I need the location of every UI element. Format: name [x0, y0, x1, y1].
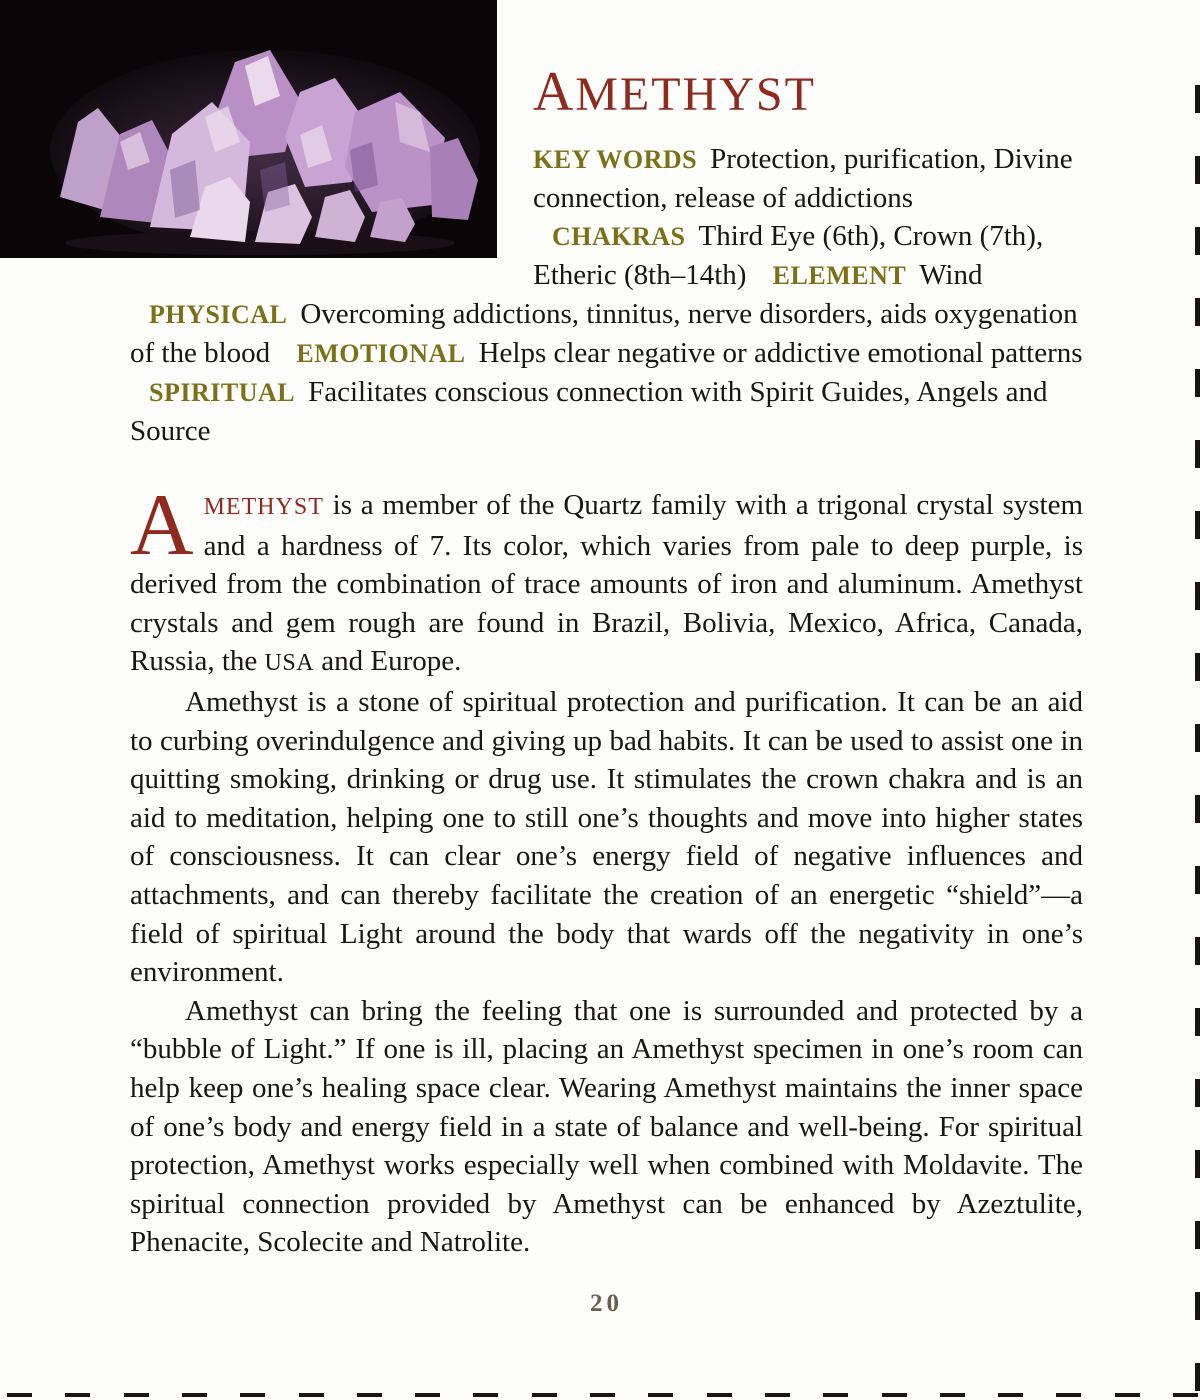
info-label-chakras: CHAKRAS	[552, 222, 686, 252]
page-edge-mark	[124, 1393, 149, 1397]
info-text-spiritual: Facilitates conscious connection with Spirit Guides, Angels and Source	[130, 376, 1048, 448]
info-label-physical: PHYSICAL	[149, 300, 288, 330]
info-text-emotional: Helps clear negative or addictive emotional patterns	[478, 337, 1083, 370]
info-label-element: ELEMENT	[772, 261, 907, 291]
page-edge-mark	[1195, 1221, 1200, 1249]
page-title: AMETHYST	[533, 61, 816, 123]
paragraph-1-text-end: and Europe.	[314, 645, 462, 678]
page-edge-mark	[1195, 440, 1200, 468]
page-edge-mark	[532, 1393, 557, 1397]
page-edge-mark	[823, 1393, 848, 1397]
page-edge-mark	[1195, 1292, 1200, 1320]
page-edge-mark	[1115, 1393, 1140, 1397]
info-item-element	[754, 259, 983, 291]
page-edge-mark	[1195, 227, 1200, 255]
usa-small-caps: USA	[264, 650, 315, 677]
page-edge-mark	[707, 1393, 732, 1397]
page-edge-mark	[415, 1393, 440, 1397]
page-edge-mark	[1195, 369, 1200, 397]
page-edge-mark	[648, 1393, 673, 1397]
page-edge-mark	[1195, 582, 1200, 610]
page-edge-mark	[357, 1393, 382, 1397]
page-edge-mark	[1195, 653, 1200, 681]
drop-cap: A	[130, 477, 194, 575]
page-edge-mark	[590, 1393, 615, 1397]
paragraph-3: Amethyst can bring the feeling that one is surrounded and protected by a “bubble of Light.” If one is ill, placing an Amethyst specimen in one’s room can help keep one’s healing space clear. Wearing Amethyst maintains the inner space of one’s body and energy field in a state of balance and well-being. For spiritual protection, Amethyst works especially well when combined with Moldavite. The spiritual connection provided by Amethyst can be enhanced by Azeztulite, Phenacite, Scolecite and Natrolite.	[130, 994, 1083, 1259]
paragraph-1	[130, 477, 1083, 683]
page-edge-mark	[765, 1393, 790, 1397]
info-text-chakras: Third Eye (6th), Crown (7th), Etheric (8th–14th)	[533, 220, 1044, 292]
paragraph-2: Amethyst is a stone of spiritual protection and purification. It can be an aid to curbing overindulgence and giving up bad habits. It can be used to assist one in quitting smoking, drinking or drug use. It stimulates the crown chakra and is an aid to meditation, helping one to still one’s thoughts and move into higher states of consciousness. It can clear one’s energy field of negative influences and attachments, and can thereby facilitate the creation of an energetic “shield”—a field of spiritual Light around the body that wards off the negativity in one’s environment.	[130, 686, 1083, 989]
page-edge-mark	[1195, 724, 1200, 752]
page-edge-mark	[882, 1393, 907, 1397]
info-item-keywords	[533, 143, 1073, 214]
page-edge-mark	[1195, 1363, 1200, 1391]
info-label-spiritual: SPIRITUAL	[149, 378, 296, 408]
page-edge-mark	[65, 1393, 90, 1397]
amethyst-photo	[0, 0, 497, 258]
page-edge-mark	[1195, 156, 1200, 184]
body-text	[130, 477, 1083, 1262]
page-edge-mark	[1195, 1079, 1200, 1107]
page-edge-mark	[1195, 795, 1200, 823]
page-edge-mark	[473, 1393, 498, 1397]
page-edge-mark	[1173, 1393, 1198, 1397]
page-edge-mark	[998, 1393, 1023, 1397]
lead-small-caps: METHYST	[203, 494, 324, 521]
page-edge-mark	[7, 1393, 32, 1397]
page-edge-mark	[1195, 85, 1200, 113]
page-edge-mark	[1056, 1393, 1081, 1397]
paragraph-1-text: is a member of the Quartz family with a trigonal crystal system and a hardness of 7. Its color, which varies from pale to deep purple, is derived from the combination of trace amounts of iron and aluminum. Amethyst crystals and gem rough are found in Brazil, Bolivia, Mexico, Africa, Canada, Russia, the	[130, 489, 1083, 678]
page-edge-mark	[1195, 298, 1200, 326]
info-item-emotional	[277, 337, 1082, 369]
page-number: 20	[590, 1289, 623, 1317]
info-text-physical: Overcoming addictions, tinnitus, nerve disorders, aids oxygenation of the blood	[130, 298, 1078, 370]
amethyst-crystal-illustration	[0, 0, 497, 258]
page-edge-mark	[1195, 1150, 1200, 1178]
info-label-emotional: EMOTIONAL	[296, 339, 466, 369]
page-edge-mark	[940, 1393, 965, 1397]
info-text-element: Wind	[919, 259, 983, 292]
info-item-spiritual	[130, 376, 1047, 447]
page-edge-mark	[240, 1393, 265, 1397]
page-edge-mark	[1195, 511, 1200, 539]
page-edge-mark	[1195, 937, 1200, 965]
page-edge-mark	[299, 1393, 324, 1397]
page-edge-mark	[1195, 1008, 1200, 1036]
info-label-key-words: KEY WORDS	[533, 145, 698, 175]
page-edge-mark	[1195, 866, 1200, 894]
page-edge-mark	[182, 1393, 207, 1397]
info-text-key-words: Protection, purification, Divine connection, release of addictions	[533, 143, 1073, 215]
